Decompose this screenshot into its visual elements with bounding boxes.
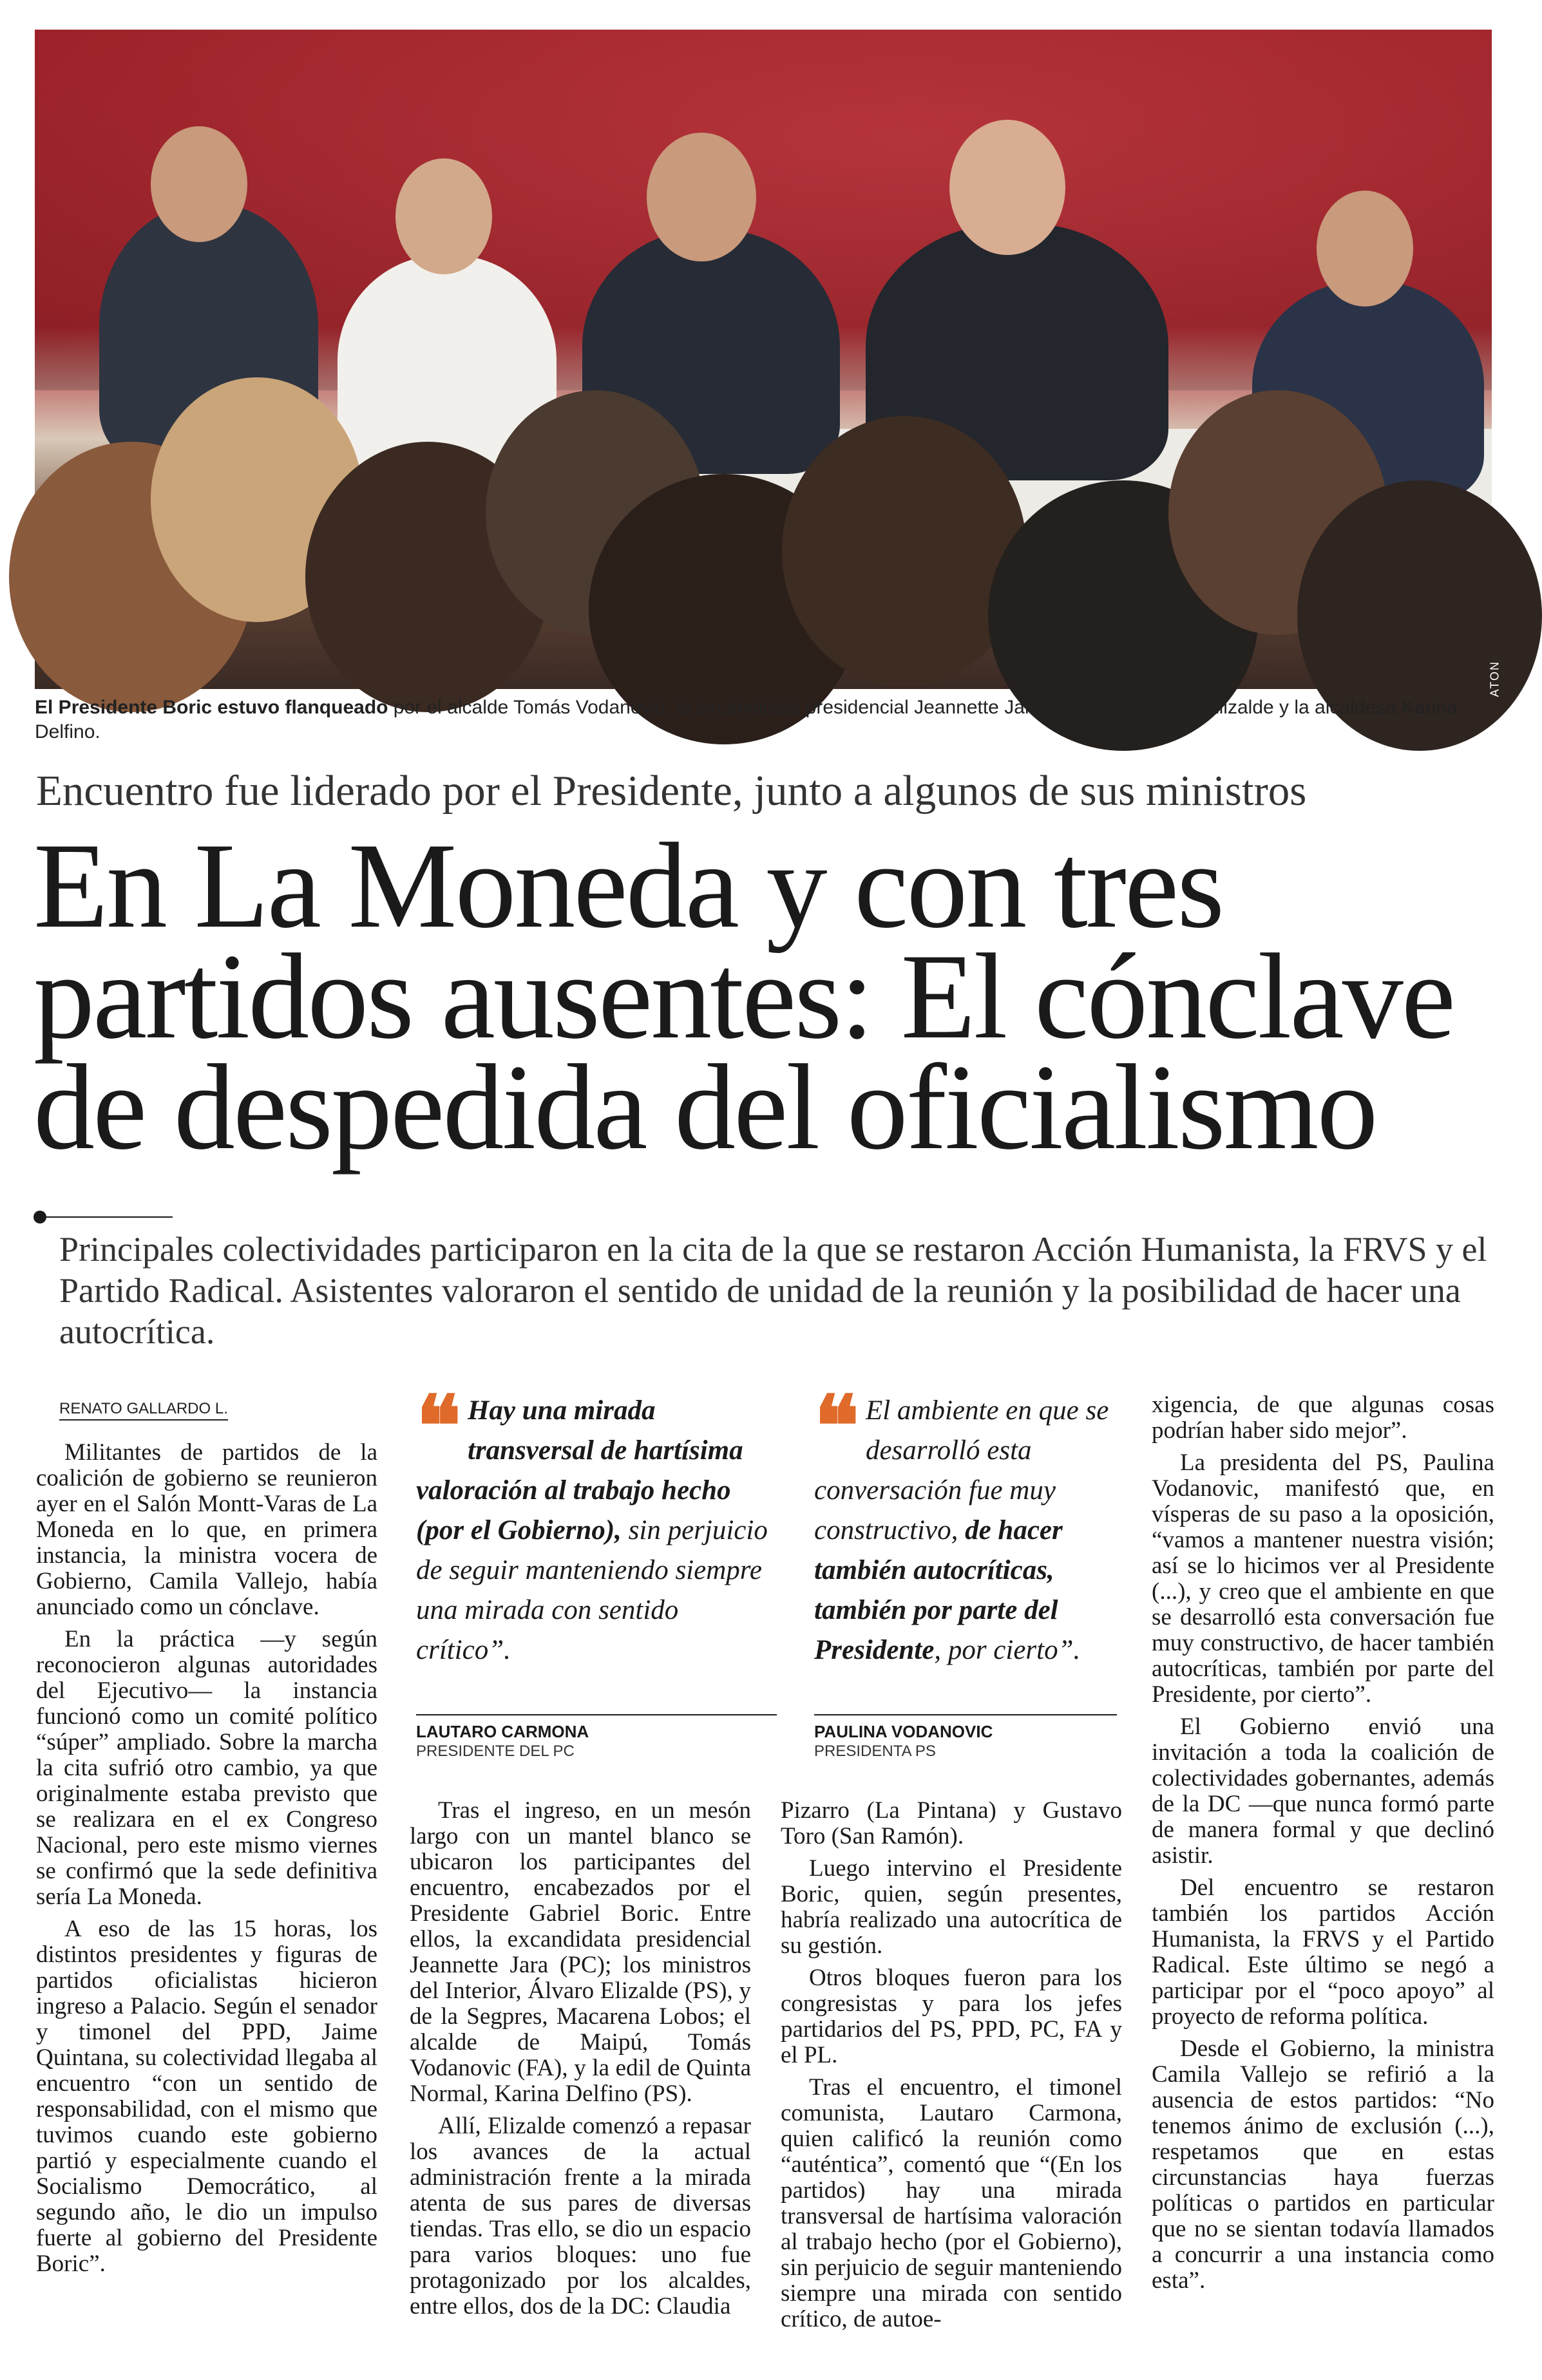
quote-1-text bbox=[416, 1377, 777, 1670]
paragraph: En la práctica —y según reconocieron algunas autoridades del Ejecutivo— la instancia funcionó como un comité político “súper” ampliado. Sobre la marcha la cita sufrió otro cambio, ya que originalmente estaba previsto que se realizara en el ex Congreso Nacional, pero este mismo viernes se confirmó que la sede definitiva sería La Moneda. bbox=[36, 1626, 377, 1910]
paragraph: Tras el encuentro, el timonel comunista, Lautaro Carmona, quien calificó la reunión como “auténtica”, comentó que “(En los partidos) hay una mirada transversal de hartísima valoración al trabajo hecho (por el Gobierno), sin perjuicio de seguir manteniendo siempre una mirada con sentido crítico, de autoe- bbox=[781, 2074, 1122, 2332]
paragraph: Allí, Elizalde comenzó a repasar los avances de la actual administración frente a la mirada atenta de sus pares de diversas tiendas. Tras ello, se dio un espacio para varios bloques: uno fue protagonizado por los alcaldes, entre ellos, dos de la DC: Claudia bbox=[410, 2113, 751, 2319]
news-photo bbox=[35, 30, 1501, 697]
quote-mark-icon: ❝ bbox=[416, 1377, 461, 1475]
caption-text: por el alcalde Tomás Vodanovic, la excandidata presidencial Jeannette Jara, el ministro Álvaro Elizalde y la alcaldesa Karina Delfino. bbox=[35, 697, 1458, 742]
paragraph: La presidenta del PS, Paulina Vodanovic, manifestó que, en vísperas de su paso a la oposición, “vamos a mantener nuestra visión; así se lo hicimos ver al Presidente (...), y creo que el ambiente en que se desarrolló esta conversación fue muy constructivo, de hacer también autocríticas, también por parte del Presidente, por cierto”. bbox=[1152, 1450, 1494, 1708]
paragraph: A eso de las 15 horas, los distintos presidentes y figuras de partidos oficialistas hicieron ingreso a Palacio. Según el senador y timonel del PPD, Jaime Quintana, su colectividad llegaba al encuentro “con un sentido de responsabilidad, con el mismo que tuvimos cuando este gobierno partió y especialmente cuando el Socialismo Democrático, al segundo año, le dio un impulso fuerte al gobierno del Presidente Boric”. bbox=[36, 1916, 377, 2277]
pull-quote-1 bbox=[416, 1377, 777, 1670]
quote-2-rule bbox=[814, 1714, 1117, 1715]
paragraph: Otros bloques fueron para los congresistas y para los jefes partidarios del PS, PPD, PC, FA y el PL. bbox=[781, 1965, 1122, 2068]
person-head bbox=[395, 158, 492, 274]
column-2 bbox=[410, 1798, 751, 2326]
quote-mark-icon: ❝ bbox=[814, 1377, 859, 1475]
paragraph: Tras el ingreso, en un mesón largo con un mantel blanco se ubicaron los participantes del encuentro, encabezados por el Presidente Gabriel Boric. Entre ellos, la excandidata presidencial Jeannette Jara (PC); los ministros del Interior, Álvaro Elizalde (PS), y de la Segpres, Macarena Lobos; el alcalde de Maipú, Tomás Vodanovic (FA), y la edil de Quinta Normal, Karina Delfino (PS). bbox=[410, 1797, 751, 2107]
column-3 bbox=[781, 1798, 1122, 2339]
deck: Principales colectividades participaron en la cita de la que se restaron Acción Humanista, la FRVS y el Partido Radical. Asistentes valoraron el sentido de unidad de la reunión y la posibilidad de hacer una autocrítica. bbox=[59, 1230, 1487, 1351]
quote-2-normal: El ambiente en que se desarrolló esta conversación fue muy constructivo, bbox=[814, 1395, 1109, 1545]
quote-2-text bbox=[814, 1377, 1117, 1670]
quote-2-end: , por cierto”. bbox=[934, 1635, 1081, 1665]
column-1 bbox=[36, 1440, 377, 2283]
photo-credit: ATON bbox=[1488, 661, 1501, 697]
paragraph: Del encuentro se restaron también los partidos Acción Humanista, la FRVS y el Partido Radical. Este último se negó a participar por el “poco apoyo” al proyecto de reforma política. bbox=[1152, 1875, 1494, 2030]
quote-2-name: PAULINA VODANOVIC bbox=[814, 1722, 993, 1741]
person-head bbox=[1317, 191, 1413, 307]
quote-2-role: PRESIDENTA PS bbox=[814, 1742, 936, 1760]
paragraph: Desde el Gobierno, la ministra Camila Vallejo se refirió a la ausencia de estos partidos: “No tenemos ánimo de exclusión (...), respetamos que en estas circunstancias haya fuerzas políticas o partidos en particular que no se sientan todavía llamados a concurrir a una instancia como esta”. bbox=[1152, 2035, 1494, 2294]
paragraph: Luego intervino el Presidente Boric, quien, según presentes, habría realizado una autocrítica de su gestión. bbox=[781, 1855, 1122, 1959]
rule-dot bbox=[33, 1211, 46, 1223]
quote-1-rule bbox=[416, 1714, 777, 1715]
column-4 bbox=[1152, 1392, 1494, 2300]
rule-line bbox=[46, 1216, 173, 1218]
paragraph: El Gobierno envió una invitación a toda la coalición de colectividades gobernantes, además de la DC —que nunca formó parte de manera formal y que declinó asistir. bbox=[1152, 1714, 1494, 1869]
quote-2-bold: de hacer también autocríticas, también por parte del Presidente bbox=[814, 1515, 1063, 1665]
audience-head bbox=[782, 416, 1027, 686]
photo-caption bbox=[35, 695, 1492, 744]
pull-quote-2 bbox=[814, 1377, 1117, 1670]
quote-1-bold: Hay una mirada transversal de hartísima valoración al trabajo hecho (por el Gobierno), bbox=[416, 1395, 743, 1545]
paragraph: Pizarro (La Pintana) y Gustavo Toro (San Ramón). bbox=[781, 1797, 1122, 1849]
quote-1-normal: sin perjuicio de seguir manteniendo siempre una mirada con sentido crítico”. bbox=[416, 1515, 768, 1665]
paragraph: Militantes de partidos de la coalición de gobierno se reunieron ayer en el Salón Montt-Varas de La Moneda en lo que, en primera instancia, la ministra vocera de Gobierno, Camila Vallejo, había anunciado como un cónclave. bbox=[36, 1439, 377, 1620]
byline: RENATO GALLARDO L. bbox=[59, 1400, 228, 1421]
person-head bbox=[647, 133, 756, 261]
caption-lead: El Presidente Boric estuvo flanqueado bbox=[35, 697, 388, 718]
quote-1-name: LAUTARO CARMONA bbox=[416, 1722, 589, 1741]
paragraph: xigencia, de que algunas cosas podrían haber sido mejor”. bbox=[1152, 1392, 1494, 1444]
quote-1-role: PRESIDENTE DEL PC bbox=[416, 1742, 575, 1760]
person-head bbox=[151, 126, 247, 242]
person-head bbox=[949, 120, 1065, 255]
headline: En La Moneda y con tres partidos ausentes: El cónclave de despedida del oficialismo bbox=[33, 818, 1454, 1175]
kicker: Encuentro fue liderado por el Presidente, junto a algunos de sus ministros bbox=[36, 767, 1307, 815]
